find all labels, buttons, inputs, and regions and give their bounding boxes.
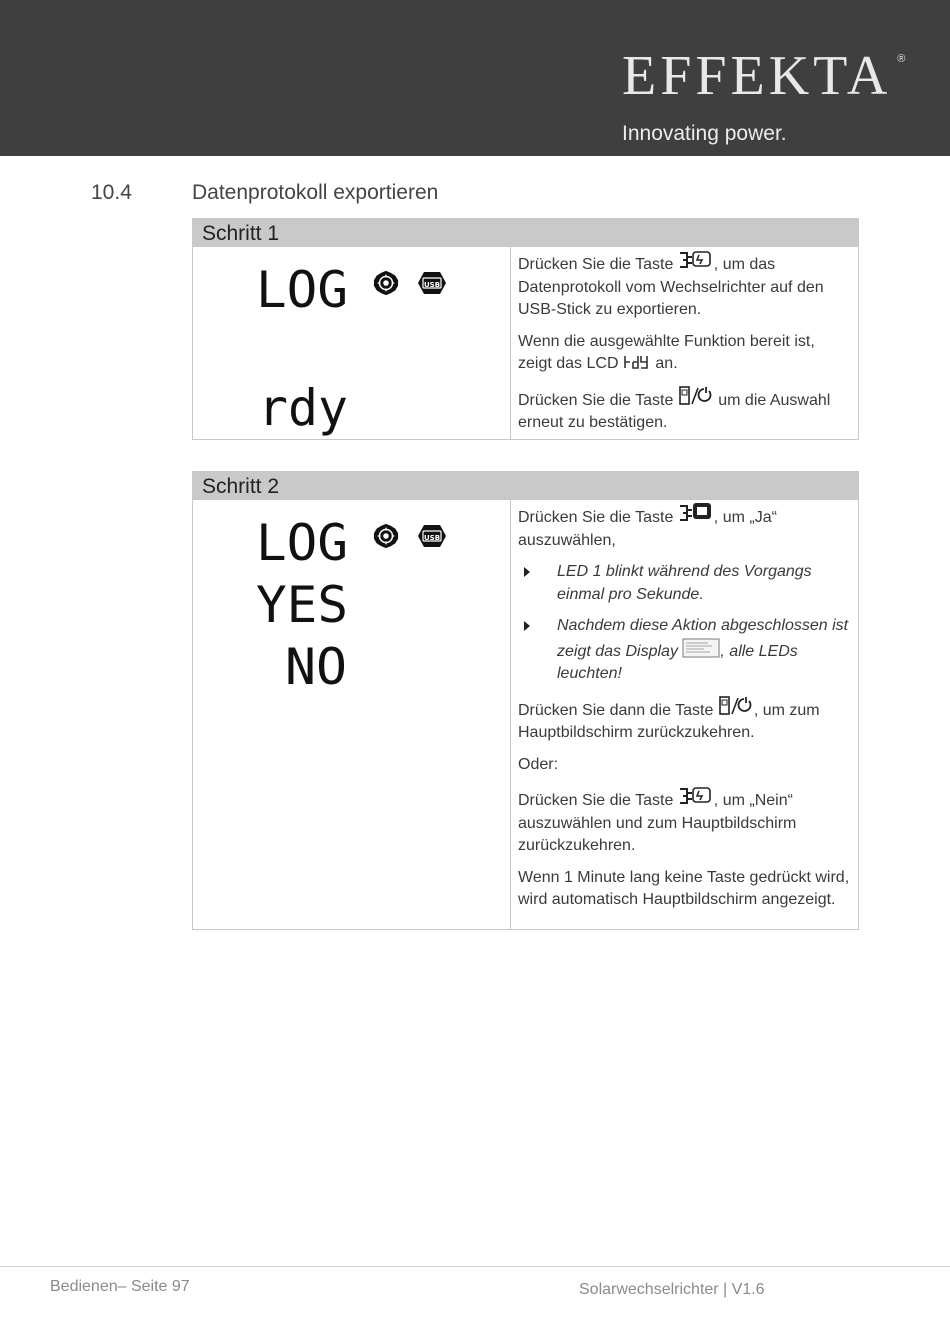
lcd-display-rdy — [193, 247, 510, 439]
lcd-rdy-text: rdy — [258, 379, 348, 437]
step-1-table — [192, 218, 859, 440]
step-1-paragraph-1: Drücken Sie die Taste , um das Datenprotokoll vom Wechselrichter auf den USB-Stick zu exportieren. — [518, 249, 852, 322]
enter-key-icon — [678, 502, 714, 524]
footer-page-label: Bedienen– Seite 97 — [50, 1278, 190, 1295]
step-2-paragraph-1: Drücken Sie die Taste , um „Ja“ auszuwählen, — [518, 502, 852, 552]
step-2-heading: Schritt 2 — [193, 472, 858, 500]
step-1-instructions — [518, 249, 852, 444]
logo-text: EFFEKTA — [622, 45, 892, 107]
tagline: Innovating power. — [622, 122, 787, 145]
step-2-paragraph-2: Drücken Sie dann die Taste , um zum Hauptbildschirm zurückzukehren. — [518, 695, 852, 745]
gear-icon — [374, 524, 398, 548]
page-header — [0, 0, 950, 156]
main-display-image-icon — [682, 638, 720, 658]
effekta-logo — [622, 45, 906, 107]
bullet-item-2: Nachdem diese Aktion abgeschlossen ist zeigt das Display , alle LEDs leuchten! — [518, 615, 852, 686]
step-2-lcd-image — [193, 500, 511, 929]
step-1-paragraph-3: Drücken Sie die Taste um die Auswahl erneut zu bestätigen. — [518, 385, 852, 435]
lcd-no-text: NO — [285, 638, 347, 696]
footer-document-label: Solarwechselrichter | V1.6 — [579, 1281, 765, 1298]
bullet-triangle-icon — [524, 621, 530, 631]
lcd-yes-text: YES — [256, 576, 348, 634]
enter-power-key-icon — [718, 695, 754, 717]
section-title: Datenprotokoll exportieren — [192, 181, 439, 204]
footer-divider — [0, 1266, 950, 1267]
lcd-log-text: LOG — [256, 514, 348, 572]
lcd-log-text: LOG — [256, 261, 348, 319]
step-1-paragraph-2: Wenn die ausgewählte Funktion bereit ist, zeigt das LCD an. — [518, 332, 815, 372]
usb-badge-label: USB — [423, 281, 441, 289]
usb-export-key-icon — [678, 785, 714, 807]
usb-badge-label: USB — [423, 534, 441, 542]
lcd-display-yes-no — [193, 500, 510, 700]
gear-icon — [374, 271, 398, 295]
step-2-paragraph-5: Wenn 1 Minute lang keine Taste gedrückt wird, wird automatisch Hauptbildschirm angezeigt. — [518, 868, 850, 908]
bullet-item-1: LED 1 blinkt während des Vorgangs einmal pro Sekunde. — [518, 561, 852, 606]
step-2-paragraph-3: Oder: — [518, 755, 559, 773]
section-number: 10.4 — [91, 181, 132, 204]
step-2-instructions — [518, 502, 852, 921]
rdy-display-icon — [623, 354, 651, 370]
usb-export-key-icon — [678, 249, 714, 271]
registered-mark: ® — [897, 53, 906, 65]
step-2-paragraph-4: Drücken Sie die Taste , um „Nein“ auszuwählen und zum Hauptbildschirm zurückzukehren. — [518, 785, 852, 858]
step-2-table — [192, 471, 859, 930]
enter-power-key-icon — [678, 385, 714, 407]
step-1-heading: Schritt 1 — [193, 219, 858, 247]
bullet-triangle-icon — [524, 567, 530, 577]
step-1-lcd-image — [193, 247, 511, 439]
